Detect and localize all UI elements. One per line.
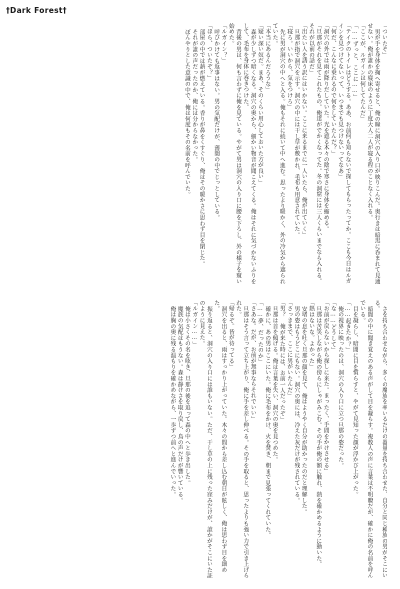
text-line: 安堵の息を吐く旦那の顔を見て、俺はようやく自分が助かったのだと理解した。 (300, 305, 307, 515)
text-line: 「テイクのトイレはどうする。ああ、お前何も知らないで探してもらったってか。ここも今日はルガインを見つけてないって、いつまでも見つけないってなあ」 (337, 23, 351, 284)
text-line: 「さあな。だが、お前が無事ならそれでいい」 (249, 300, 256, 422)
text-line: 「疑い深い奴だ。まあ、そのくらい用心しておいた方が良い」 (256, 23, 263, 186)
text-line: 旦那は苦笑しながら俺の傍らにしゃがみこむ。その手が俺の額に触れ、熱を確かめるように動いた。 (315, 305, 322, 567)
text-line: 暗闇の中に聞き覚えのある声がして目を凝らす。複数人の声に言葉は不明瞭だが、確かに俺の名前を呼んでいる。 (359, 300, 373, 579)
page-header: †Dark Forest† (6, 6, 67, 15)
text-line: 「寝ろ。いいから、気をつけろ」 (286, 23, 293, 110)
text-line: 森が少しずつ暗くなる。洞穴の奥から、細かい物音が聞こえてくる。俺はそれに気づかないふりをして、毛布を身体に巻きつけた。 (242, 23, 256, 284)
text-line: 「ついたぞ」 (381, 23, 387, 58)
text-line: 「男？ 俺が来た時には、お前一人だったぞ」 (278, 300, 285, 423)
text-line: 「……夢、だったのか」 (256, 300, 263, 365)
text-line: 「な……どうして」 (329, 300, 336, 353)
text-line: 男が手を身体を掬へ寄せると、俺の瞳に洞穴の入り口が映りこんだ。奥行きは暗黒に呑まれて見通せない。俺が誰かの寝床のように丁度大人二人が寝る程のことなく入れる。 (366, 23, 380, 284)
text-line: 旦那が指で洞穴を示す。洞穴の中には干し草が敷かれ、毛布も用意されていた。 (293, 28, 300, 238)
text-line: 部屋の中では薪が燃えている。香りが鼻をくすぐり、俺はその暖かさに思わず目を閉じた。 (198, 28, 205, 267)
text-line: ぼんやりとした意識の中で、俺は何度もその名前を呼んでいた。 (183, 28, 190, 197)
text-line: 「……ずっと、ここに……」 (351, 23, 358, 100)
text-line: 「本当にあるんだろうな」 (264, 23, 271, 93)
text-line: 「さっきまで、ここに男がいたんだ」 (286, 300, 293, 399)
text-line: 「……起きたか？」 (344, 300, 351, 353)
text-line: 「帰るぞ。皆が待ってる」 (227, 300, 234, 370)
upper-text-section (15, 23, 387, 285)
text-line: さを持ち合わせながら、多くの魔族を率いるだけの器量を持ち合わせた、自分と同じ種族の男がそこにいる。 (373, 300, 387, 579)
text-line: 俺の視界に映ったのは、洞穴の入り口に立つ旦那の姿だった。 (337, 305, 344, 468)
text-line: 魔族の気配はもうない。森は静けさを取り戻し、鳥の声だけが響いている。 (176, 305, 183, 503)
text-line: 「ここが、ルガインは何してたんだ」 (359, 23, 366, 122)
text-line: 目を凝らし、暗闇に目を慣らすと、やがて見知った顔が浮かび上がった。 (351, 305, 358, 497)
text-line: 背後の男は、何も言わずに俺を見ている。やがて男は洞穴の入り口に腰を下ろし、外の様子を窺い始めた。 (227, 23, 242, 284)
text-line: 旦那は首を傾げる。俺は言葉を失い、洞穴の奥を見つめた。 (271, 305, 278, 463)
text-line: 振り返ると、洞穴の入り口には誰もいない。ただ、干し草の上に残った窪みだけが、誰かがそこにいた証のように見えた。 (198, 300, 212, 579)
text-line: 「熱はないな。よかった」 (308, 300, 315, 370)
lower-text-section (15, 300, 387, 580)
text-line: 旦那はそう言って立ち上がり、俺に手を差し伸べる。その手を取ると、思ったよりも強い力で引き上げられた。 (235, 300, 249, 579)
text-line: 「出たい人を誘う訳にはいかない。ここに来るまでに一人いたら、俺が出ていく」 (300, 23, 307, 238)
text-line: 「ルガイン……」 (191, 300, 198, 348)
text-line: 先に男が洞穴の中へと入る。俺もそれに続いて中へ進む。思ったより暖かく、外の冷気から遮られていた。 (271, 23, 285, 284)
text-line: 俺は小さくその名を呟き、旦那の後を追って森の中へと歩き出した。 (183, 305, 190, 486)
text-line: 洞穴を出ると、雨はすっかり上がっていた。木々の間から差し込む朝日が眩しく、俺は思わず目を細めた。 (213, 300, 227, 573)
text-line: 「ほら、ついたぞ？」 (205, 23, 212, 81)
text-line: 俺は胸の奥に残る温もりを確かめながら、一歩ずつ前へと進んでいった。 (169, 305, 176, 497)
text-line: 「ルガイン？」 (220, 23, 227, 64)
text-line: 男の姿はもうどこにもない。洞穴の奥には、冷えた灰だけが残されている。 (293, 305, 300, 503)
text-line: 「お前が戻らないから探しに来た。まったく、手間をかけさせる」 (322, 300, 329, 474)
text-line: 「洞穴の外では雨が降りだしていた。光を遮る木々の陰で寒さに身体を縮める。 (322, 23, 329, 232)
text-line: 「旦那がそれを見てこれたもの。俺達がでかくなってた。冬の洞窟には三人くらいまでなら入れる。それが以前の話だ」 (308, 23, 322, 284)
text-line: 確かに、あの男はここにいた。俺に毛布をかけ、火を焚き、朝まで見張ってくれていた。 (264, 305, 271, 538)
text-line: それが誰の声だったのか、俺には分からなかった。 (191, 28, 198, 162)
text-line: 呼びかけても返事はない。男の気配だけが、薄闇の中でじっとしている。 (213, 28, 220, 220)
text-line: 「何だ、こんなに乗れるので何をしていたんだ？」 (329, 23, 336, 157)
